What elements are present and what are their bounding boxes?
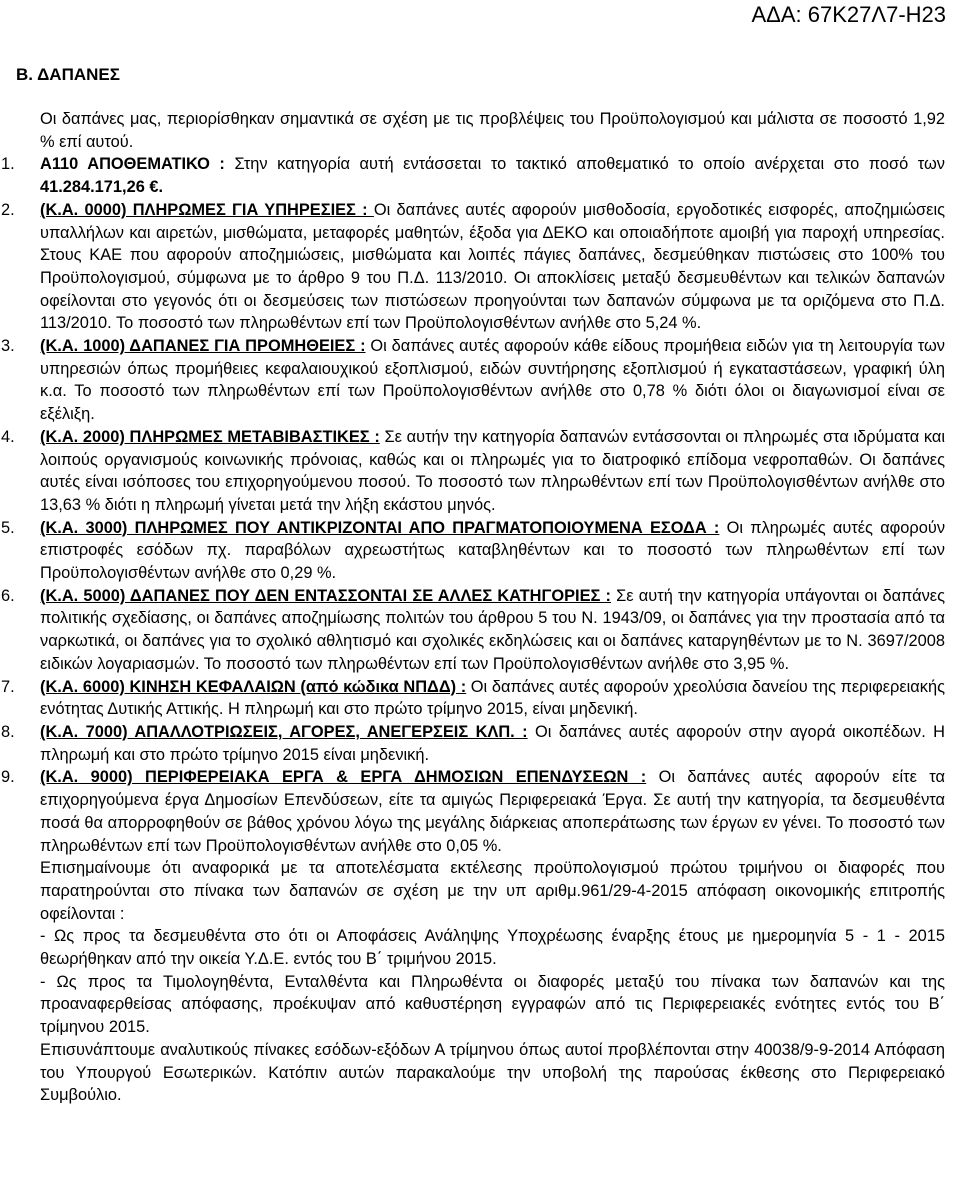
item-text: Σε αυτή την κατηγορία υπάγονται οι δαπάνες πολιτικής σχεδίασης, οι δαπάνες αποζημίωσης πολιτών του άρθρου 5 του Ν. 1943/09, οι δαπάνες για την προστασία από τα ναρκωτικά, οι δαπάνες για το σχολικό αθλητισμό και σχολικές εκδηλώσεις και οι δαπάνες καταργηθέντων με το Ν. 3697/2008 ειδικών λογαριασμών. Το ποσοστό των πληρωθέντων επί των Προϋπολογισθέντων ανήλθε στο 3,95 %. <box>40 586 945 673</box>
item-text: Στην κατηγορία αυτή εντάσσεται το τακτικό αποθεματικό το οποίο ανέρχεται στο ποσό των <box>224 155 945 174</box>
intro-paragraph: Οι δαπάνες μας, περιορίσθηκαν σημαντικά σε σχέση με τις προβλέψεις του Προϋπολογισμού και μάλιστα σε ποσοστό 1,92 % επί αυτού. <box>40 110 945 151</box>
item-number: 8. <box>1 722 15 741</box>
item-heading: (Κ.Α. 1000) ΔΑΠΑΝΕΣ ΓΙΑ ΠΡΟΜΗΘΕΙΕΣ : <box>40 337 366 356</box>
list-item <box>1 721 945 766</box>
item-number: 6. <box>1 586 15 605</box>
item-text: Οι δαπάνες αυτές αφορούν στην αγορά οικοπέδων. Η πληρωμή και στο πρώτο τρίμηνο 2015 είναι μηδενική. <box>40 722 945 764</box>
list-item <box>1 426 945 517</box>
item-heading: (Κ.Α. 5000) ΔΑΠΑΝΕΣ ΠΟΥ ΔΕΝ ΕΝΤΑΣΣΟΝΤΑΙ ΣΕ ΑΛΛΕΣ ΚΑΤΗΓΟΡΙΕΣ : <box>40 586 611 605</box>
list-item <box>1 517 946 585</box>
item-text: Οι δαπάνες αυτές αφορούν είτε τα επιχορηγούμενα έργα Δημοσίων Επενδύσεων, είτε τα αμιγώς Περιφερειακά Έργα. Σε αυτή την κατηγορία, τα δεσμευθέντα ποσά θα απορροφηθούν σε βάθος χρόνου λόγω της μεγάλης διάρκειας αποπεράτωσης των έργων εν γένει. Το ποσοστό των πληρωθέντων επί των Προϋπολογισθέντων ανήλθε στο 0,05 %. <box>40 768 946 855</box>
item-text: Οι πληρωμές αυτές αφορούν επιστροφές εσόδων πχ. παραβόλων αχρεωστήτως καταβληθέντων και το ποσοστό των πληρωθέντων επί των Προϋπολογισθέντων ανήλθε στο 0,29 %. <box>40 518 946 583</box>
closing-paragraph: Επισυνάπτουμε αναλυτικούς πίνακες εσόδων-εξόδων Α τρίμηνου όπως αυτοί προβλέπονται στην 40038/9-9-2014 Απόφαση του Υπουργού Εσωτερικών. Κατόπιν αυτών παρακαλούμε την υποβολή της παρούσας έκθεσης στο Περιφερειακό Συμβούλιο. <box>40 1040 945 1105</box>
list-item <box>1 766 946 857</box>
item-number: 4. <box>1 427 15 446</box>
item-heading: (Κ.Α. 9000) ΠΕΡΙΦΕΡΕΙΑΚΑ ΕΡΓΑ & ΕΡΓΑ ΔΗΜΟΣΙΩΝ ΕΠΕΝΔΥΣΕΩΝ : <box>40 768 647 787</box>
item-heading: Α110 ΑΠΟΘΕΜΑΤΙΚΟ : <box>40 155 225 174</box>
item-number: 9. <box>1 768 15 787</box>
item-amount: 41.284.171,26 €. <box>40 178 164 197</box>
item-number: 7. <box>1 677 15 696</box>
list-item <box>1 199 946 335</box>
closing-paragraph: - Ως προς τα Τιμολογηθέντα, Ενταλθέντα και Πληρωθέντα οι διαφορές μεταξύ του πίνακα των δαπανών και της προαναφερθείσας απόφασης, προέκυψαν από καθυστέρηση εγγραφών από τις Περιφερειακές ενότητες εντός του Β΄ τρίμηνου 2015. <box>40 972 945 1037</box>
item-number: 5. <box>1 518 15 537</box>
item-heading: (Κ.Α. 2000) ΠΛΗΡΩΜΕΣ ΜΕΤΑΒΙΒΑΣΤΙΚΕΣ : <box>40 427 380 446</box>
list-item <box>1 676 945 721</box>
item-heading: (Κ.Α. 3000) ΠΛΗΡΩΜΕΣ ΠΟΥ ΑΝΤΙΚΡΙΖΟΝΤΑΙ ΑΠΟ ΠΡΑΓΜΑΤΟΠΟΙΟΥΜΕΝΑ ΕΣΟΔΑ : <box>40 518 720 537</box>
list-item <box>1 153 945 198</box>
item-heading: (Κ.Α. 0000) ΠΛΗΡΩΜΕΣ ΓΙΑ ΥΠΗΡΕΣΙΕΣ : <box>40 200 374 219</box>
item-text: Οι δαπάνες αυτές αφορούν μισθοδοσία, εργοδοτικές εισφορές, αποζημιώσεις υπαλλήλων και αιρετών, μισθώματα, μεταφορές μαθητών, έξοδα για ΔΕΚΟ και οποιαδήποτε αμοιβή για παροχή υπηρεσίας. Στους ΚΑΕ που αφορούν αποζημιώσεις, μισθώματα και λοιπές πάγιες δαπάνες, δεσμεύθηκαν πιστώσεις στο 100% του Προϋπολογισμού, σύμφωνα με το άρθρο 9 του Π.Δ. 113/2010. Οι αποκλίσεις μεταξύ δεσμευθέντων και τελικών δαπανών οφείλονται στο γεγονός ότι οι δεσμεύσεις των πιστώσεων προηγούνται των δαπανών σύμφωνα με τα οριζόμενα στο Π.Δ. 113/2010. Το ποσοστό των πληρωθέντων επί των Προϋπολογισθέντων ανήλθε στο 5,24 %. <box>40 200 946 333</box>
item-number: 3. <box>1 337 15 356</box>
item-text: Οι δαπάνες αυτές αφορούν χρεολύσια δανείου της περιφερειακής ενότητας Δυτικής Αττικής. Η πληρωμή και στο πρώτο τρίμηνο 2015, είναι μηδενική. <box>40 677 945 719</box>
document-body <box>1 108 946 1107</box>
item-number: 2. <box>1 200 15 219</box>
closing-paragraph: - Ως προς τα δεσμευθέντα στο ότι οι Αποφάσεις Ανάληψης Υποχρέωσης έναρξης έτους με ημερομηνία 5 - 1 - 2015 θεωρήθηκαν από την οικεία Υ.Δ.Ε. εντός του Β΄ τριμήνου 2015. <box>40 927 945 969</box>
list-item <box>1 585 945 676</box>
closing-paragraph: Επισημαίνουμε ότι αναφορικά με τα αποτελέσματα εκτέλεσης προϋπολογισμού πρώτου τριμήνου οι διαφορές που παρατηρούνται στο πίνακα των δαπανών σε σχέση με την υπ αριθμ.961/29-4-2015 απόφαση οικονομικής επιτροπής οφείλονται : <box>40 859 945 923</box>
item-text: Σε αυτήν την κατηγορία δαπανών εντάσσονται οι πληρωμές στα ιδρύματα και λοιπούς οργανισμούς κοινωνικής πρόνοιας, καθώς και οι πληρωμές για το διατροφικό επίδομα νεφροπαθών. Οι δαπάνες αυτές είναι ισόποσες του επιχορηγούμενου ποσού. Το ποσοστό των πληρωθέντων επί των Προϋπολογισθέντων ανήλθε στο 13,63 % διότι η πληρωμή γίνεται μετά την λήξη εκάστου μηνός. <box>40 427 945 514</box>
item-heading: (Κ.Α. 7000) ΑΠΑΛΛΟΤΡΙΩΣΕΙΣ, ΑΓΟΡΕΣ, ΑΝΕΓΕΡΣΕΙΣ ΚΛΠ. : <box>40 722 528 741</box>
list-item <box>1 335 945 426</box>
item-text: Οι δαπάνες αυτές αφορούν κάθε είδους προμήθεια ειδών για τη λειτουργία των υπηρεσιών όπως προμήθειες κεφαλαιουχικού εξοπλισμού, ειδών συντήρησης εξοπλισμού ή εγκαταστάσεων, γραφική ύλη κ.α. Το ποσοστό των πληρωθέντων επί των Προϋπολογισθέντων ανήλθε στο 0,78 % διότι όλοι οι διαγωνισμοί είναι σε εξέλιξη. <box>40 337 945 424</box>
item-number: 1. <box>1 155 15 174</box>
section-title: Β. ΔΑΠΑΝΕΣ <box>16 65 120 84</box>
ada-code: ΑΔΑ: 67Κ27Λ7-Η23 <box>751 2 946 27</box>
item-heading: (Κ.Α. 6000) ΚΙΝΗΣΗ ΚΕΦΑΛΑΙΩΝ (από κώδικα ΝΠΔΔ) : <box>40 677 467 696</box>
